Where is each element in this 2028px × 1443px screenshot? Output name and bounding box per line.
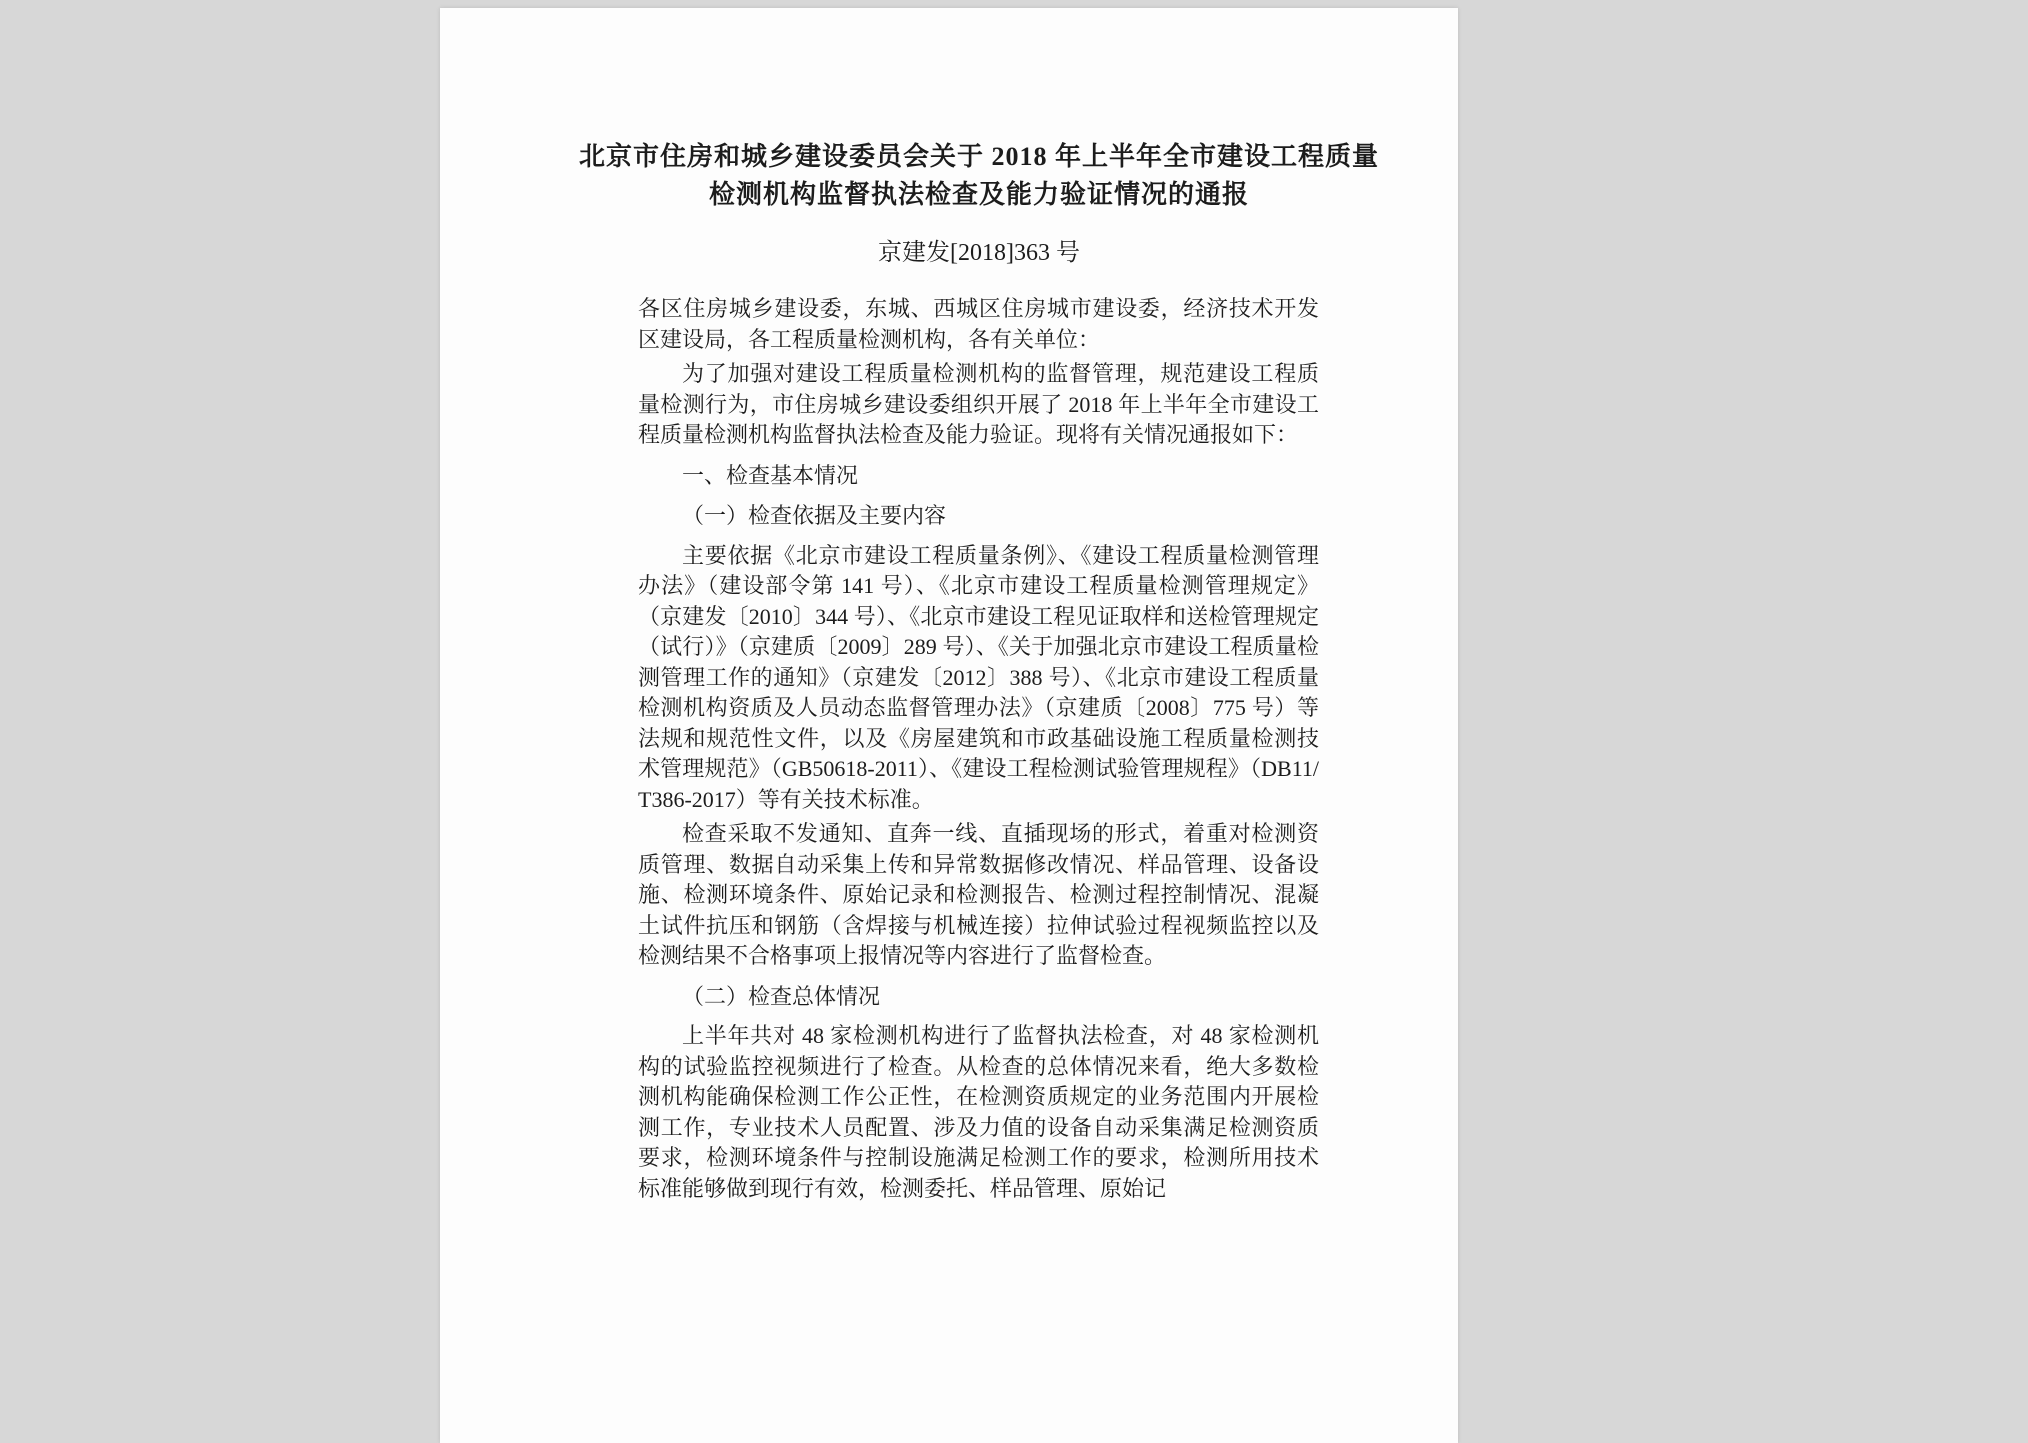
- intro-paragraph: 为了加强对建设工程质量检测机构的监督管理，规范建设工程质量检测行为，市住房城乡建设委组织开展了 2018 年上半年全市建设工程质量检测机构监督执法检查及能力验证。现将有关情况通报如下：: [638, 361, 1319, 447]
- document-reference-number: 京建发[2018]363 号: [878, 240, 1080, 266]
- paragraph-inspection-method: 检查采取不发通知、直奔一线、直插现场的形式，着重对检测资质管理、数据自动采集上传和异常数据修改情况、样品管理、设备设施、检测环境条件、原始记录和检测报告、检测过程控制情况、混凝土试件抗压和钢筋（含焊接与机械连接）拉伸试验过程视频监控以及检测结果不合格事项上报情况等内容进行了监督检查。: [638, 821, 1319, 968]
- document-title-line-2: 检测机构监督执法检查及能力验证情况的通报: [708, 180, 1249, 209]
- document-page: [440, 8, 1458, 1443]
- document-title-line-1: 北京市住房和城乡建设委员会关于 2018 年上半年全市建设工程质量: [579, 142, 1380, 171]
- document-content: [579, 8, 1379, 1204]
- document-title: [579, 138, 1379, 214]
- document-body: [579, 294, 1379, 1204]
- paragraph-inspection-basis: 主要依据《北京市建设工程质量条例》、《建设工程质量检测管理办法》（建设部令第 141 号）、《北京市建设工程质量检测管理规定》（京建发〔2010〕344 号）、《北京市建设工程见证取样和送检管理规定（试行）》（京建质〔2009〕289 号）、《关于加强北京市建设工程质量检测管理工作的通知》（京建发〔2012〕388 号）、《北京市建设工程质量检测机构资质及人员动态监督管理办法》（京建质〔2008〕775 号）等法规和规范性文件，以及《房屋建筑和市政基础设施工程质量检测技术管理规范》（GB50618-2011）、《建设工程检测试验管理规程》（DB11/T386-2017）等有关技术标准。: [638, 542, 1319, 812]
- subsection-heading-inspection-basis: （一）检查依据及主要内容: [682, 503, 947, 528]
- subsection-heading-overall-situation: （二）检查总体情况: [682, 983, 881, 1009]
- section-heading-basic-situation: 一、检查基本情况: [682, 462, 859, 488]
- paragraph-overall-situation: 上半年共对 48 家检测机构进行了监督执法检查，对 48 家检测机构的试验监控视频进行了检查。从检查的总体情况来看，绝大多数检测机构能确保检测工作公正性，在检测资质规定的业务范围内开展检测工作，专业技术人员配置、涉及力值的设备自动采集满足检测资质要求，检测环境条件与控制设施满足检测工作的要求，检测所用技术标准能够做到现行有效，检测委托、样品管理、原始记: [638, 1023, 1319, 1201]
- salutation-paragraph: 各区住房城乡建设委，东城、西城区住房城市建设委，经济技术开发区建设局，各工程质量检测机构，各有关单位：: [638, 296, 1319, 352]
